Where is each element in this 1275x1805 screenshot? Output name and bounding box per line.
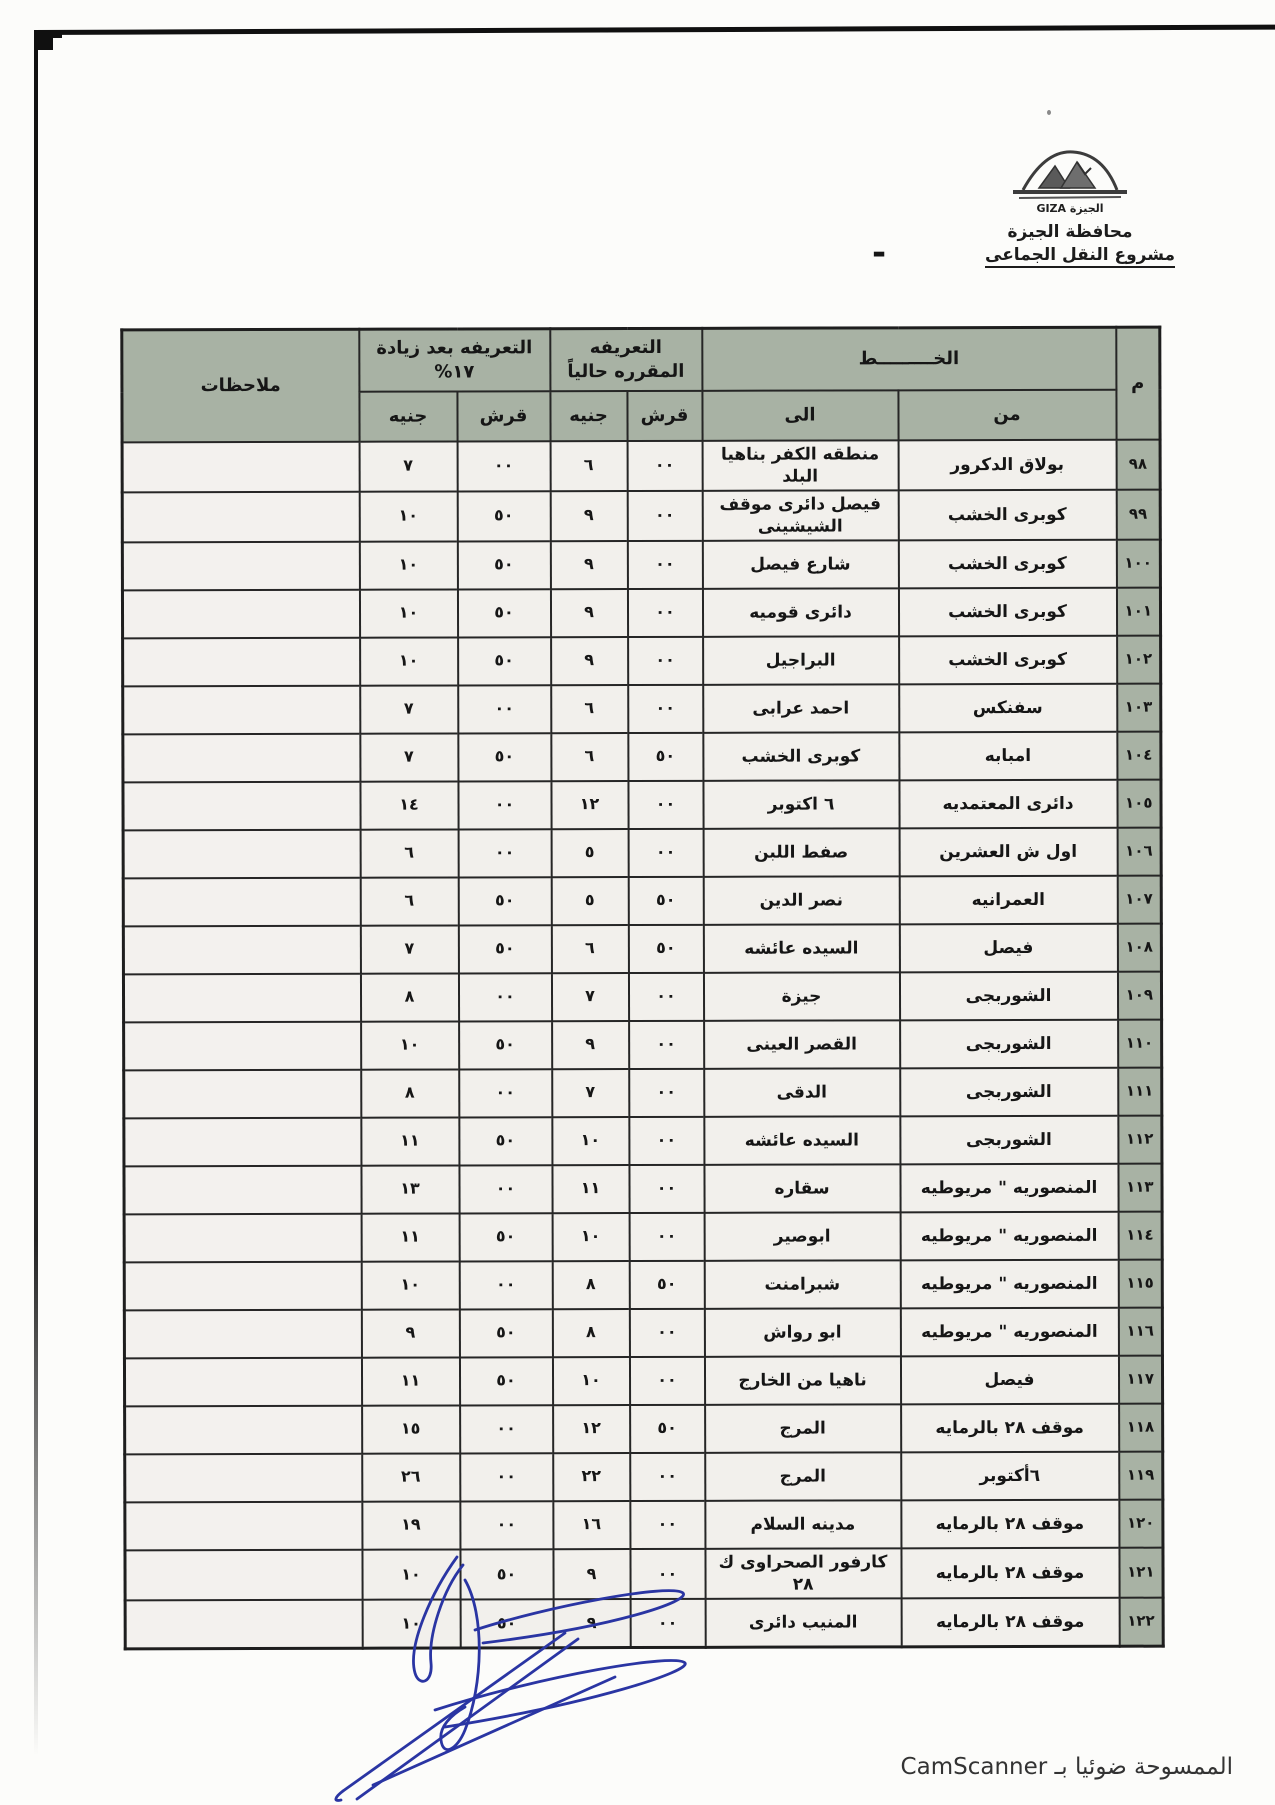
cell-from: المنصوريه " مريوطيه: [900, 1308, 1118, 1357]
table-row: [123, 732, 1161, 783]
cell-new-qirsh: ٠٠: [459, 1165, 552, 1213]
table-row: [124, 1308, 1162, 1359]
cell-new-gineh: ٧: [359, 441, 457, 491]
cell-new-gineh: ٨: [360, 973, 458, 1021]
cell-new-gineh: ١٠: [361, 1261, 459, 1309]
cell-notes: [123, 782, 360, 831]
cell-line-number: ١١٧: [1118, 1356, 1162, 1404]
cell-from: امبابه: [899, 732, 1117, 781]
table-row: [124, 1164, 1162, 1215]
cell-current-gineh: ٥: [551, 829, 628, 877]
cell-line-number: ١١٩: [1119, 1452, 1163, 1500]
cell-to: ابوصير: [704, 1212, 900, 1261]
cell-from: فيصل: [899, 924, 1117, 973]
table-row: [124, 1116, 1162, 1167]
cell-notes: [124, 1262, 361, 1311]
cell-current-qirsh: ٠٠: [629, 1213, 704, 1261]
cell-new-gineh: ٦: [360, 877, 458, 925]
cell-new-qirsh: ٠٠: [457, 441, 550, 491]
cell-current-qirsh: ٠٠: [628, 637, 703, 685]
table-row: [123, 780, 1161, 831]
cell-notes: [122, 441, 359, 492]
cell-current-gineh: ٨: [552, 1261, 629, 1309]
cell-current-qirsh: ٠٠: [630, 1501, 705, 1549]
cell-line-number: ١١٨: [1119, 1404, 1163, 1452]
cell-line-number: ١٠٢: [1117, 636, 1161, 684]
letterhead: [985, 142, 1176, 268]
cell-from: المنصوريه " مريوطيه: [900, 1164, 1118, 1213]
cell-line-number: ١٠٩: [1117, 972, 1161, 1020]
table-row: [123, 636, 1161, 687]
cell-to: نصر الدين: [703, 876, 899, 925]
cell-new-qirsh: ٥٠: [457, 589, 550, 637]
cell-notes: [123, 686, 360, 735]
cell-new-qirsh: ٥٠: [459, 1357, 552, 1405]
cell-notes: [125, 1454, 362, 1503]
cell-current-gineh: ٧: [552, 1069, 629, 1117]
cell-from: كوبرى الخشب: [898, 588, 1116, 637]
header-notes: ملاحظات: [122, 329, 359, 442]
cell-to: السيده عائشه: [703, 924, 899, 973]
cell-to: ناهيا من الخارج: [704, 1356, 900, 1405]
cell-to: دائرى قوميه: [702, 588, 898, 637]
cell-line-number: ١٠٨: [1117, 924, 1161, 972]
cell-line-number: ١٠٧: [1117, 876, 1161, 924]
cell-from: ٦أكتوبر: [901, 1452, 1119, 1501]
cell-line-number: ٩٩: [1116, 489, 1160, 539]
cell-current-qirsh: ٠٠: [627, 440, 702, 490]
table-row: [123, 684, 1161, 735]
cell-new-qirsh: ٥٠: [458, 925, 551, 973]
table-row: [125, 1452, 1163, 1503]
cell-current-gineh: ٩: [551, 637, 628, 685]
cell-notes: [124, 1358, 361, 1407]
header-new-tariff: التعريفه بعد زيادة ١٧%: [359, 329, 550, 391]
cell-current-qirsh: ٠٠: [630, 1599, 705, 1648]
cell-line-number: ١٠٤: [1117, 732, 1161, 780]
cell-notes: [124, 1118, 361, 1167]
cell-new-qirsh: ٥٠: [459, 1021, 552, 1069]
cell-to: صفط اللبن: [703, 828, 899, 877]
cell-current-qirsh: ٠٠: [629, 1021, 704, 1069]
cell-from: الشوربجى: [900, 1116, 1118, 1165]
cell-notes: [122, 491, 359, 542]
cell-from: فيصل: [900, 1356, 1118, 1405]
cell-to: المنيب دائرى: [705, 1598, 901, 1647]
cell-to: القصر العينى: [704, 1020, 900, 1069]
cell-new-qirsh: ٥٠: [459, 1309, 552, 1357]
cell-current-qirsh: ٠٠: [627, 491, 702, 541]
cell-from: اول ش العشرين: [899, 828, 1117, 877]
cell-new-gineh: ١٠: [362, 1600, 460, 1649]
table-row: [122, 489, 1160, 542]
cell-current-qirsh: ٠٠: [629, 1069, 704, 1117]
cell-current-gineh: ٥: [551, 877, 628, 925]
cell-from: دائرى المعتمديه: [899, 780, 1117, 829]
cell-new-gineh: ١٠: [359, 491, 457, 541]
cell-new-gineh: ٧: [360, 685, 458, 733]
cell-from: سفنكس: [899, 684, 1117, 733]
cell-line-number: ١٠٥: [1117, 780, 1161, 828]
cell-new-qirsh: ٠٠: [458, 781, 551, 829]
cell-to: مدينه السلام: [705, 1500, 901, 1549]
cell-notes: [123, 830, 360, 879]
header-current-tariff: التعريفه المقرره حالياً: [550, 328, 702, 390]
table-row: [123, 876, 1161, 927]
cell-new-gineh: ١١: [361, 1213, 459, 1261]
cell-current-qirsh: ٠٠: [627, 589, 702, 637]
cell-new-gineh: ١١: [361, 1357, 459, 1405]
cell-to: شارع فيصل: [702, 540, 898, 589]
cell-new-qirsh: ٥٠: [459, 1117, 552, 1165]
cell-line-number: ٩٨: [1116, 439, 1160, 489]
cell-current-gineh: ٩: [550, 541, 627, 589]
cell-to: ابو رواش: [704, 1308, 900, 1357]
cell-current-gineh: ٩: [553, 1549, 630, 1599]
cell-from: المنصوريه " مريوطيه: [900, 1260, 1118, 1309]
cell-new-gineh: ٧: [360, 733, 458, 781]
header-to: الى: [702, 390, 898, 441]
cell-new-qirsh: ٠٠: [460, 1501, 553, 1549]
header-from: من: [898, 389, 1116, 440]
cell-notes: [124, 1022, 361, 1071]
cell-new-qirsh: ٥٠: [458, 733, 551, 781]
cell-new-qirsh: ٠٠: [460, 1405, 553, 1453]
cell-new-gineh: ٩: [361, 1309, 459, 1357]
giza-logo-caption: GIZA الجيزة: [1036, 202, 1104, 215]
header-new-qirsh: قرش: [457, 391, 550, 441]
cell-from: بولاق الدكرور: [898, 439, 1116, 490]
cell-new-gineh: ٨: [361, 1069, 459, 1117]
cell-to: السيده عائشه: [704, 1116, 900, 1165]
cell-to: المرج: [705, 1452, 901, 1501]
cell-to: منطقه الكفر بناهيا البلد: [702, 440, 898, 491]
cell-notes: [124, 1310, 361, 1359]
cell-new-qirsh: ٥٠: [457, 541, 550, 589]
table-row: [122, 588, 1160, 639]
cell-notes: [123, 878, 360, 927]
cell-line-number: ١٢٢: [1119, 1598, 1163, 1647]
cell-new-gineh: ١١: [361, 1117, 459, 1165]
cell-from: الشوربجى: [900, 1020, 1118, 1069]
dash-mark: -: [872, 233, 885, 273]
cell-current-gineh: ١٠: [552, 1213, 629, 1261]
header-index: م: [1116, 327, 1160, 439]
cell-notes: [123, 974, 360, 1023]
table-row: [124, 1212, 1162, 1263]
cell-notes: [123, 926, 360, 975]
cell-current-gineh: ٦: [551, 685, 628, 733]
cell-from: كوبرى الخشب: [899, 636, 1117, 685]
scan-top-edge-line: [34, 25, 1275, 35]
cell-current-gineh: ٨: [552, 1309, 629, 1357]
cell-from: الشوربجى: [899, 972, 1117, 1021]
cell-line-number: ١٠١: [1116, 588, 1160, 636]
table-row: [124, 1356, 1162, 1407]
cell-line-number: ١٠٠: [1116, 540, 1160, 588]
scan-left-edge-line: [34, 34, 38, 1756]
cell-to: شبرامنت: [704, 1260, 900, 1309]
cell-current-gineh: ١١: [552, 1165, 629, 1213]
cell-new-qirsh: ٠٠: [459, 1261, 552, 1309]
cell-current-qirsh: ٥٠: [630, 1405, 705, 1453]
cell-new-qirsh: ٠٠: [459, 1069, 552, 1117]
cell-current-qirsh: ٠٠: [628, 685, 703, 733]
cell-current-gineh: ٩: [553, 1599, 630, 1648]
cell-new-gineh: ١٠: [362, 1549, 460, 1599]
cell-to: سقاره: [704, 1164, 900, 1213]
stray-dot-mark: [1047, 110, 1051, 115]
cell-new-qirsh: ٥٠: [458, 637, 551, 685]
governorate-name: محافظة الجيزة: [1007, 222, 1133, 242]
table-row: [124, 1260, 1162, 1311]
cell-current-gineh: ١٠: [552, 1357, 629, 1405]
cell-current-qirsh: ٠٠: [630, 1453, 705, 1501]
cell-to: كوبرى الخشب: [703, 732, 899, 781]
cell-current-gineh: ٧: [551, 973, 628, 1021]
cell-current-qirsh: ٠٠: [629, 1309, 704, 1357]
cell-from: كوبرى الخشب: [898, 489, 1116, 540]
table-row: [123, 972, 1161, 1023]
cell-notes: [123, 734, 360, 783]
cell-current-gineh: ١٢: [553, 1405, 630, 1453]
cell-current-gineh: ١٠: [552, 1117, 629, 1165]
cell-to: فيصل دائرى موقف الشيشينى: [702, 490, 898, 541]
table-row: [124, 1068, 1162, 1119]
scan-corner-notch: [53, 38, 63, 51]
cell-from: المنصوريه " مريوطيه: [900, 1212, 1118, 1261]
header-current-qirsh: قرش: [627, 390, 702, 440]
signature: [315, 1535, 715, 1805]
cell-to: جيزة: [703, 972, 899, 1021]
cell-new-gineh: ١٥: [362, 1405, 460, 1453]
fare-table-wrap: [120, 326, 1161, 1651]
cell-new-gineh: ١٠: [359, 541, 457, 589]
cell-to: البراجيل: [703, 636, 899, 685]
cell-new-qirsh: ٥٠: [457, 491, 550, 541]
cell-new-qirsh: ٠٠: [458, 829, 551, 877]
cell-notes: [124, 1214, 361, 1263]
cell-from: العمرانيه: [899, 876, 1117, 925]
cell-current-gineh: ٦: [551, 733, 628, 781]
cell-current-gineh: ١٦: [553, 1501, 630, 1549]
cell-current-qirsh: ٠٠: [627, 541, 702, 589]
cell-new-qirsh: ٥٠: [460, 1599, 553, 1648]
cell-current-qirsh: ٥٠: [628, 733, 703, 781]
cell-from: موقف ٢٨ بالرمايه: [901, 1500, 1119, 1549]
cell-to: احمد عرابى: [703, 684, 899, 733]
cell-new-gineh: ١٠: [359, 589, 457, 637]
table-row: [122, 540, 1160, 591]
cell-new-gineh: ٧: [360, 925, 458, 973]
cell-current-qirsh: ٠٠: [628, 829, 703, 877]
header-current-gineh: جنيه: [550, 391, 627, 441]
cell-from: موقف ٢٨ بالرمايه: [901, 1404, 1119, 1453]
cell-new-qirsh: ٠٠: [458, 685, 551, 733]
cell-current-gineh: ٩: [550, 589, 627, 637]
cell-current-gineh: ٦: [550, 441, 627, 491]
cell-notes: [122, 542, 359, 591]
cell-current-qirsh: ٥٠: [629, 1261, 704, 1309]
cell-notes: [123, 638, 360, 687]
cell-new-qirsh: ٥٠: [458, 877, 551, 925]
cell-line-number: ١١٥: [1118, 1260, 1162, 1308]
cell-current-gineh: ٩: [550, 491, 627, 541]
table-row: [123, 828, 1161, 879]
cell-current-qirsh: ٠٠: [629, 1357, 704, 1405]
cell-new-gineh: ١٣: [361, 1165, 459, 1213]
cell-from: موقف ٢٨ بالرمايه: [901, 1598, 1119, 1647]
fare-table: [120, 326, 1164, 1651]
table-row: [125, 1404, 1163, 1455]
table-row: [124, 1020, 1162, 1071]
cell-line-number: ١١٢: [1118, 1116, 1162, 1164]
project-name: مشروع النقل الجماعى: [985, 245, 1175, 268]
cell-to: الدقى: [704, 1068, 900, 1117]
cell-current-qirsh: ٠٠: [630, 1549, 705, 1599]
cell-new-gineh: ١٩: [362, 1501, 460, 1549]
header-line: الخـــــــــط: [702, 327, 1116, 390]
cell-new-gineh: ١٠: [361, 1021, 459, 1069]
cell-notes: [124, 1166, 361, 1215]
cell-notes: [124, 1070, 361, 1119]
cell-from: الشوربجى: [900, 1068, 1118, 1117]
cell-new-gineh: ١٠: [360, 637, 458, 685]
cell-current-qirsh: ٠٠: [629, 1165, 704, 1213]
cell-new-gineh: ٦: [360, 829, 458, 877]
cell-line-number: ١١٤: [1118, 1212, 1162, 1260]
cell-current-gineh: ٩: [552, 1021, 629, 1069]
cell-line-number: ١١١: [1118, 1068, 1162, 1116]
cell-to: كارفور الصحراوى ك ٢٨: [705, 1548, 901, 1599]
cell-current-qirsh: ٠٠: [628, 973, 703, 1021]
camscanner-credit: الممسوحة ضوئيا بـ CamScanner: [900, 1754, 1233, 1780]
cell-to: ٦ اكتوبر: [703, 780, 899, 829]
cell-new-qirsh: ٠٠: [460, 1453, 553, 1501]
cell-current-gineh: ١٢: [551, 781, 628, 829]
cell-to: المرج: [705, 1404, 901, 1453]
cell-from: كوبرى الخشب: [898, 540, 1116, 589]
table-row: [122, 439, 1160, 492]
cell-line-number: ١١٣: [1118, 1164, 1162, 1212]
fare-table-body: [122, 439, 1163, 1649]
cell-from: موقف ٢٨ بالرمايه: [901, 1548, 1119, 1599]
cell-new-qirsh: ٥٠: [460, 1549, 553, 1599]
cell-new-qirsh: ٠٠: [458, 973, 551, 1021]
cell-line-number: ١٢١: [1119, 1548, 1163, 1598]
cell-line-number: ١١٠: [1118, 1020, 1162, 1068]
table-row: [123, 924, 1161, 975]
header-new-gineh: جنيه: [359, 391, 457, 441]
giza-governorate-logo-icon: [1005, 142, 1135, 220]
cell-new-gineh: ١٤: [360, 781, 458, 829]
cell-line-number: ١٠٣: [1117, 684, 1161, 732]
cell-line-number: ١١٦: [1118, 1308, 1162, 1356]
cell-new-gineh: ٢٦: [362, 1453, 460, 1501]
cell-current-qirsh: ٠٠: [628, 781, 703, 829]
cell-line-number: ١٢٠: [1119, 1500, 1163, 1548]
cell-line-number: ١٠٦: [1117, 828, 1161, 876]
cell-current-qirsh: ٠٠: [629, 1117, 704, 1165]
cell-new-qirsh: ٥٠: [459, 1213, 552, 1261]
cell-current-gineh: ٢٢: [553, 1453, 630, 1501]
cell-current-qirsh: ٥٠: [628, 925, 703, 973]
cell-current-qirsh: ٥٠: [628, 877, 703, 925]
cell-current-gineh: ٦: [551, 925, 628, 973]
cell-notes: [125, 1406, 362, 1455]
cell-notes: [122, 590, 359, 639]
